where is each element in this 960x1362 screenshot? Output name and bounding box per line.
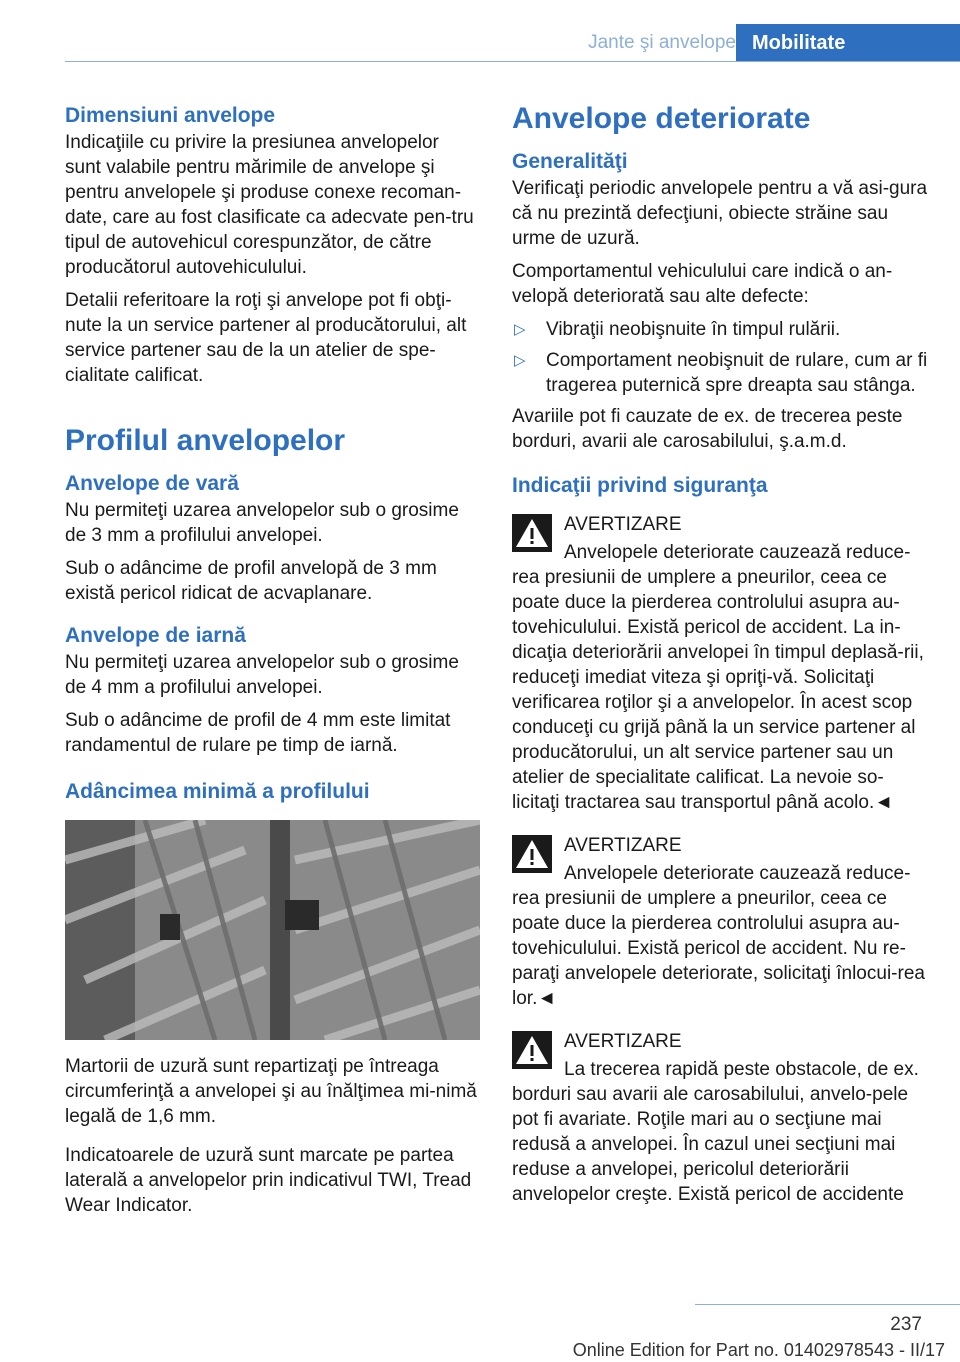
- page-number: 237: [890, 1314, 922, 1335]
- general-paragraph-3: Avariile pot fi cauzate de ex. de trecerea peste borduri, avarii ale carosabilului, ş.a.m.d.: [512, 406, 903, 452]
- warning-block-1: [512, 510, 930, 815]
- left-column: [65, 100, 480, 1226]
- header-rule: [65, 61, 960, 62]
- warning-text: Anvelopele deteriorate cauzează reduce-rea presiunii de umplere a pneurilor, ceea ce poate duce la pierderea controlului asupra au-tovehiculului. Există pericol de accident. La in-dicaţia deteriorării anvelopei în timpul deplasă-rii, reduceţi imediat viteza şi opriţi-vă. Solicitaţi verificarea roţilor şi a anvelopelor. În acest scop conduceţi cu grijă până la un service partener al producătorului, un alt service partener sau un atelier de specialitate calificat. La nevoie so-licitaţi tractarea sau transportul până acolo.◄: [512, 542, 924, 813]
- warning-block-3: [512, 1027, 930, 1207]
- warning-triangle-icon: [512, 835, 552, 873]
- minimum-tread-paragraph-2: Indicatoarele de uzură sunt marcate pe partea laterală a anvelopelor prin indicativul TWI, Tread Wear Indicator.: [65, 1145, 472, 1216]
- warning-text: La trecerea rapidă peste obstacole, de ex. borduri sau avarii ale carosabilului, anvelo-pele pot fi avariate. Roţile mari au o secţiune mai redusă a anvelopei. În cazul unei secţiuni mai reduse a anvelopei, pericolul deteriorării anvelopelor creşte. Există pericol de accidente: [512, 1059, 919, 1205]
- tire-profile-heading: Profilul anvelopelor: [65, 424, 346, 457]
- general-paragraph-1: Verificaţi periodic anvelopele pentru a vă asi-gura că nu prezintă defecţiuni, obiecte străine sau urme de uzură.: [512, 178, 928, 249]
- warning-text: Anvelopele deteriorate cauzează reduce-rea presiunii de umplere a pneurilor, ceea ce poate duce la pierderea controlului asupra au-tovehiculului. Există pericol de accident. Nu re-paraţi anvelopele deteriorate, solicitaţi înlocui-rea lor.◄: [512, 863, 925, 1009]
- bullet-triangle-icon: ▷: [514, 321, 526, 338]
- footer-rule: [695, 1304, 960, 1305]
- summer-tires-paragraph-1: Nu permiteţi uzarea anvelopelor sub o grosime de 3 mm a profilului anvelopei.: [65, 500, 459, 546]
- tire-dimensions-paragraph-2: Detalii referitoare la roţi şi anvelope pot fi obţi-nute la un service partener al producătorului, alt service partener sau de la un atelier de spe-cialitate calificat.: [65, 290, 467, 386]
- warning-title: AVERTIZARE: [564, 835, 682, 856]
- right-column: [512, 100, 930, 1223]
- edition-footer: Online Edition for Part no. 01402978543 - II/17: [572, 1340, 945, 1360]
- minimum-tread-depth-heading: Adâncimea minimă a profilului: [65, 780, 370, 803]
- minimum-tread-paragraph-1: Martorii de uzură sunt repartizaţi pe întreaga circumferinţă a anvelopei şi au înălţimea mi-nimă legală de 1,6 mm.: [65, 1056, 477, 1127]
- summer-tires-paragraph-2: Sub o adâncime de profil anvelopă de 3 mm există pericol ridicat de acvaplanare.: [65, 558, 437, 604]
- safety-notes-heading: Indicaţii privind siguranţa: [512, 474, 768, 497]
- warning-triangle-icon: [512, 514, 552, 552]
- winter-tires-paragraph-2: Sub o adâncime de profil de 4 mm este limitat randamentul de rulare pe timp de iarnă.: [65, 710, 451, 756]
- tire-dimensions-paragraph-1: Indicaţiile cu privire la presiunea anvelopelor sunt valabile pentru mărimile de anvelope şi pentru anvelopele şi produse conexe recoman-date, care au fost clasificate ca adecvate pen-tru tipul de autovehicul corespunzător, de către producătorul autovehiculului.: [65, 132, 474, 278]
- symptom-list: [512, 317, 930, 398]
- list-item: ▷ Comportament neobişnuit de rulare, cum ar fi tragerea puternică spre dreapta sau stânga.: [514, 350, 928, 396]
- general-paragraph-2: Comportamentul vehiculului care indică o an-velopă deteriorată sau alte defecte:: [512, 261, 893, 307]
- tread-wear-indicator-photo: [65, 820, 480, 1040]
- header-section-title: Jante şi anvelope: [588, 32, 736, 53]
- winter-tires-paragraph-1: Nu permiteţi uzarea anvelopelor sub o grosime de 4 mm a profilului anvelopei.: [65, 652, 459, 698]
- warning-triangle-icon: [512, 1031, 552, 1069]
- tire-dimensions-heading: Dimensiuni anvelope: [65, 104, 276, 127]
- warning-title: AVERTIZARE: [564, 514, 682, 535]
- list-item: ▷ Vibraţii neobişnuite în timpul rulării.: [514, 319, 841, 340]
- winter-tires-heading: Anvelope de iarnă: [65, 624, 246, 647]
- general-heading: Generalităţi: [512, 150, 628, 173]
- damaged-tires-heading: Anvelope deteriorate: [512, 102, 811, 135]
- warning-title: AVERTIZARE: [564, 1031, 682, 1052]
- bullet-triangle-icon: ▷: [514, 352, 526, 369]
- header-chapter-tab: Mobilitate: [736, 24, 960, 62]
- warning-block-2: [512, 831, 930, 1011]
- summer-tires-heading: Anvelope de vară: [65, 472, 239, 495]
